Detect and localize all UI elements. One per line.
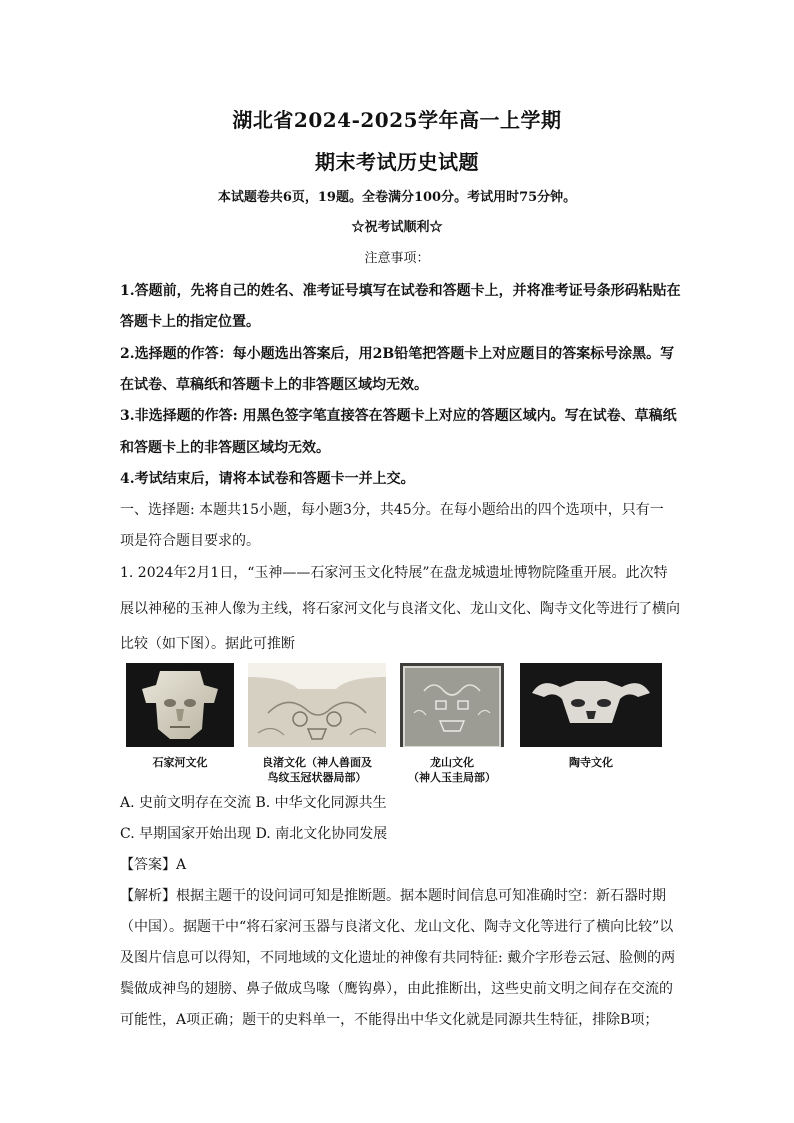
question-stem: 比较（如下图）。据此可推断 xyxy=(120,636,295,652)
section-heading-cont: 项是符合题目要求的。 xyxy=(120,533,260,549)
answer-line: 【答案】A xyxy=(120,857,187,873)
figure-caption: 龙山文化 （神人玉圭局部） xyxy=(408,756,496,784)
figure-taosi xyxy=(520,663,662,769)
exam-info: 本试题卷共6页，19题。全卷满分100分。考试用时75分钟。 xyxy=(217,190,577,205)
notice-line: 3.非选择题的作答: 用黑色签字笔直接答在答题卡上对应的答题区域内。写在试卷、草稿纸 xyxy=(120,408,677,424)
question-stem: 展以神秘的玉神人像为主线，将石家河文化与良渚文化、龙山文化、陶寺文化等进行了横向 xyxy=(120,601,680,617)
figure-row xyxy=(0,663,794,783)
page-subtitle: 期末考试历史试题 xyxy=(315,150,479,174)
notice-line: 1.答题前，先将自己的姓名、准考证号填写在试卷和答题卡上，并将准考证号条形码粘贴在 xyxy=(120,283,681,299)
analysis-line: 及图片信息可以得知，不同地域的文化遗址的神像有共同特征: 戴介字形卷云冠、脸侧的两 xyxy=(120,950,676,966)
figure-caption: 石家河文化 xyxy=(152,756,208,769)
section-heading: 一、选择题: 本题共15小题，每小题3分，共45分。在每小题给出的四个选项中，只有一 xyxy=(120,502,664,518)
question-stem: 1. 2024年2月1日，“玉神——石家河玉文化特展”在盘龙城遗址博物院隆重开展。此次特 xyxy=(120,565,668,581)
jade-tablet-image xyxy=(400,663,504,747)
figure-liangzhu xyxy=(248,663,386,784)
analysis-line: 鬓做成神鸟的翅膀、鼻子做成鸟喙（鹰钩鼻），由此推断出，这些史前文明之间存在交流的 xyxy=(120,981,673,997)
figure-caption: 陶寺文化 xyxy=(569,756,613,769)
analysis-line: 【解析】根据主题干的设问词可知是推断题。据本题时间信息可知准确时空：新石器时期 xyxy=(120,888,666,904)
notice-heading: 注意事项： xyxy=(364,251,430,266)
page-title: 湖北省2024-2025学年高一上学期 xyxy=(232,108,562,132)
option-line: A. 史前文明存在交流 B. 中华文化同源共生 xyxy=(120,795,387,811)
jade-crown-image xyxy=(248,663,386,747)
notice-line: 答题卡上的指定位置。 xyxy=(120,314,260,330)
jade-pendant-image xyxy=(520,663,662,747)
figure-longshan xyxy=(400,663,504,784)
figure-caption: 良渚文化（神人兽面及 鸟纹玉冠状器局部） xyxy=(262,756,372,784)
jade-figure-image xyxy=(126,663,234,747)
option-line: C. 早期国家开始出现 D. 南北文化协同发展 xyxy=(120,826,388,842)
notice-line: 和答题卡上的非答题区域均无效。 xyxy=(120,440,330,456)
notice-line: 4.考试结束后，请将本试卷和答题卡一并上交。 xyxy=(120,471,415,487)
good-luck-line: ☆祝考试顺利☆ xyxy=(351,220,443,235)
notice-line: 2.选择题的作答：每小题选出答案后，用2B铅笔把答题卡上对应题目的答案标号涂黑。写 xyxy=(120,346,675,362)
analysis-line: （中国）。据题干中“将石家河玉器与良渚文化、龙山文化、陶寺文化等进行了横向比较”以 xyxy=(120,919,674,935)
notice-line: 在试卷、草稿纸和答题卡上的非答题区域均无效。 xyxy=(120,377,428,393)
analysis-line: 可能性，A项正确；题干的史料单一，不能得出中华文化就是同源共生特征，排除B项； xyxy=(120,1012,659,1028)
figure-shijiahe xyxy=(126,663,234,769)
